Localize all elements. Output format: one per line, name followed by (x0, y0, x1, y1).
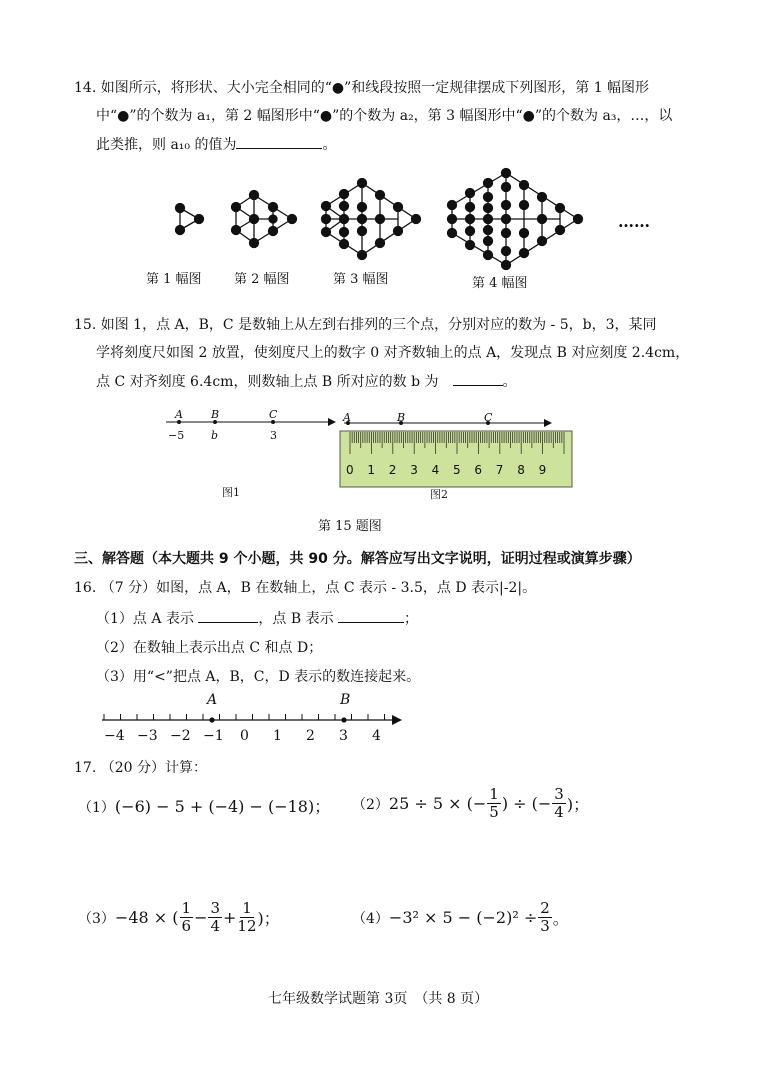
q16-point-a-label: A (207, 692, 218, 708)
q17-p3-op2: + (223, 908, 237, 927)
q17-part3 (78, 900, 280, 935)
q17-p4-pre: −3² × 5 − (−2)² ÷ (388, 908, 538, 927)
ruler-number: 1 (367, 463, 376, 477)
frac-denominator: 3 (540, 917, 550, 935)
frac-numerator: 3 (554, 785, 564, 803)
fig2-label-b: B (397, 411, 406, 424)
q14-line3 (96, 134, 336, 155)
q17-p3-end: )； (257, 909, 280, 928)
caption-figure-3: 第 3 幅图 (333, 272, 389, 287)
q15-line1: 15. 如图 1，点 A，B，C 是数轴上从左到右排列的三个点，分别对应的数为 - 5，b，3，某同 (74, 317, 657, 333)
q17-p2-mid: ) ÷ (− (501, 794, 552, 813)
axis-tick-label: 3 (339, 728, 348, 744)
q14-line1: 14. 如图所示，将形状、大小完全相同的“●”和线段按照一定规律摆成下列图形，第 1 幅图形 (74, 80, 650, 96)
q16-line1: 16. （7 分）如图，点 A，B 在数轴上，点 C 表示 - 3.5，点 D 表示|-2|。 (74, 580, 537, 596)
axis-tick-label: −1 (203, 728, 224, 744)
axis-tick-label: 4 (372, 728, 381, 744)
figure-3 (322, 179, 421, 260)
axis-tick-label: −4 (104, 728, 125, 744)
q17-p1-expr: (−6) − 5 + (−4) − (−18)； (114, 797, 331, 816)
ruler-number: 0 (346, 463, 354, 477)
fig2-label-c: C (484, 411, 493, 424)
q17-part2 (352, 786, 589, 821)
q15-line3-text: 点 C 对齐刻度 6.4cm，则数轴上点 B 所对应的数 b 为 (96, 374, 439, 390)
frac-denominator: 4 (554, 803, 564, 821)
frac-denominator: 4 (210, 917, 221, 935)
q16-part2: （2）在数轴上表示出点 C 和点 D； (96, 640, 323, 656)
q16-part1 (96, 608, 418, 629)
q17-p3-frac1 (180, 900, 194, 935)
q17-part4 (352, 900, 569, 935)
ruler-number: 9 (538, 463, 547, 477)
ruler-number: 5 (453, 463, 461, 477)
q17-line1: 17. （20 分）计算： (74, 760, 207, 776)
page-footer: 七年级数学试题第 3页 （共 8 页） (268, 991, 489, 1007)
fig1-label-b: B (211, 408, 220, 421)
frac-denominator: 12 (237, 917, 257, 935)
q17-p4-frac (538, 900, 552, 935)
answer-blank (453, 371, 503, 386)
q15-line2: 学将刻度尺如图 2 放置，使刻度尺上的数字 0 对齐数轴上的点 A，发现点 B 对应刻度 2.4cm， (96, 345, 690, 361)
q17-p3-label: （3） (78, 910, 115, 927)
q17-p3-frac3 (237, 900, 256, 935)
q14-line3-text: 此类推，则 a₁₀ 的值为 (96, 137, 237, 153)
section3-title: 三、解答题（本大题共 9 个小题，共 90 分。解答应写出文字说明，证明过程或演算步骤） (74, 551, 641, 567)
q14-line3-end: 。 (322, 137, 337, 153)
axis-tick-label: −2 (170, 728, 191, 744)
fig2-label-a: A (343, 411, 351, 424)
q17-p2-pre: 25 ÷ 5 × (− (388, 794, 487, 813)
figure-4 (448, 169, 583, 270)
frac-denominator: 5 (489, 803, 499, 821)
fig1-label-c: C (269, 408, 278, 421)
q17-p3-pre: −48 × ( (114, 908, 179, 927)
fig2-caption: 图2 (430, 488, 448, 501)
ruler-number: 2 (388, 463, 397, 477)
answer-blank-b (338, 608, 404, 623)
frac-numerator: 2 (540, 899, 550, 917)
q17-p2-label: （2） (352, 796, 389, 813)
q17-p2-end: )； (566, 795, 590, 814)
q15-line3-end: 。 (502, 374, 517, 390)
q14-line2: 中“●”的个数为 a₁，第 2 幅图形中“●”的个数为 a₂，第 3 幅图形中“●”的个数为 a₃，…，以 (96, 108, 673, 124)
caption-figure-2: 第 2 幅图 (234, 272, 290, 287)
axis-tick-label: −3 (137, 728, 158, 744)
axis-tick-label: 2 (306, 728, 315, 744)
q17-p3-op1: − (194, 908, 208, 927)
frac-numerator: 1 (489, 785, 499, 803)
fig1-caption: 图1 (222, 486, 240, 499)
ruler-number: 8 (517, 463, 525, 477)
q15-fig1-number-line (160, 408, 340, 448)
caption-figure-4: 第 4 幅图 (472, 276, 528, 291)
q17-part1 (78, 794, 330, 817)
frac-numerator: 3 (210, 899, 221, 917)
fig1-label-a: A (175, 408, 183, 421)
q17-p2-frac2 (552, 786, 566, 821)
fig1-value-a: −5 (168, 429, 185, 442)
q16-part1-b: ，点 B 表示 (258, 611, 334, 627)
q15-line3 (96, 371, 517, 392)
q16-part1-a: （1）点 A 表示 (96, 611, 194, 627)
answer-blank (236, 134, 322, 149)
ruler-number: 3 (410, 463, 418, 477)
q15-figure-caption: 第 15 题图 (318, 519, 382, 534)
q17-p2-frac1 (487, 786, 501, 821)
fig1-value-c: 3 (270, 429, 277, 442)
axis-tick-label: 1 (273, 728, 282, 744)
q16-part3: （3）用“<”把点 A，B，C，D 表示的数连接起来。 (96, 669, 421, 685)
q17-p1-label: （1） (78, 800, 115, 816)
q16-point-b-label: B (340, 692, 351, 708)
ruler-number: 4 (431, 463, 440, 477)
ruler-number: 6 (474, 463, 483, 477)
fig1-value-b: b (211, 429, 219, 442)
figure-ellipsis: …… (618, 212, 650, 231)
frac-numerator: 1 (242, 899, 252, 917)
caption-figure-1: 第 1 幅图 (146, 272, 202, 287)
axis-tick-label: 0 (240, 728, 249, 744)
figure-1 (176, 204, 204, 235)
q17-p4-label: （4） (352, 910, 389, 927)
figure-2 (232, 191, 297, 248)
q16-part1-c: ； (404, 611, 419, 627)
q17-p3-frac2 (208, 900, 222, 935)
q15-fig2-ruler (338, 408, 578, 490)
frac-denominator: 6 (181, 917, 192, 935)
answer-blank-a (198, 608, 258, 623)
frac-numerator: 1 (181, 899, 192, 917)
q17-p4-end: 。 (552, 909, 569, 928)
ruler-number: 7 (495, 463, 504, 477)
